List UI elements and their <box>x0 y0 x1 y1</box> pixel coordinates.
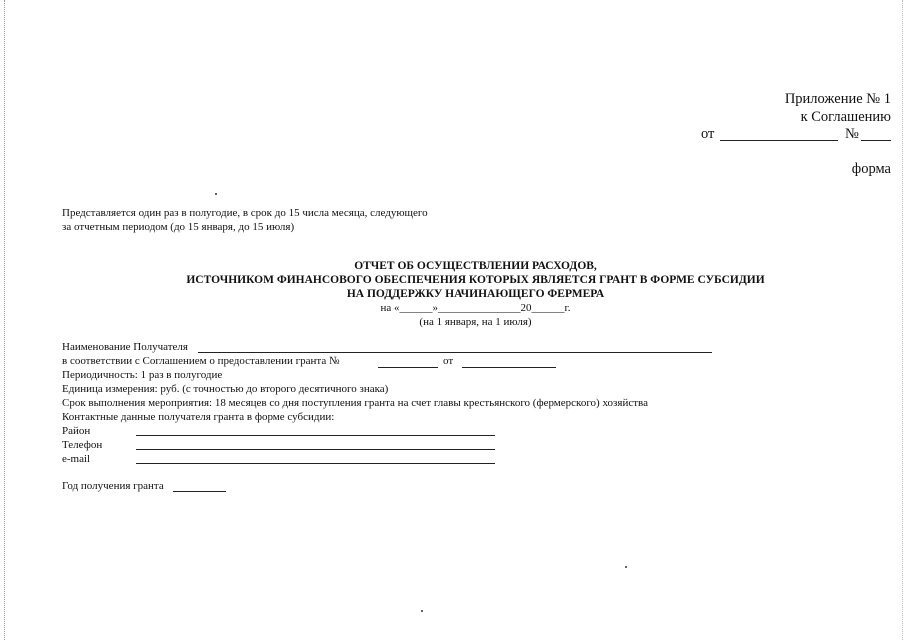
grant-year-blank <box>173 491 226 492</box>
report-title-line3: НА ПОДДЕРЖКУ НАЧИНАЮЩЕГО ФЕРМЕРА <box>346 288 605 300</box>
agreement-number-field-label: в соответствии с Соглашением о предоставлении гранта № <box>62 355 340 367</box>
scan-speck <box>625 566 627 568</box>
recipient-name-label: Наименование Получателя <box>62 341 188 353</box>
agreement-reference: к Соглашению <box>800 109 891 125</box>
phone-label: Телефон <box>62 439 103 451</box>
appendix-number: Приложение № 1 <box>784 91 891 107</box>
report-title-line1: ОТЧЕТ ОБ ОСУЩЕСТВЛЕНИИ РАСХОДОВ, <box>354 260 597 272</box>
form-label: форма <box>851 161 891 177</box>
recipient-name-blank <box>198 352 712 353</box>
completion-term: Срок выполнения мероприятия: 18 месяцев со дня поступления гранта на счет главы крестьянского (фермерского) хозяйства <box>62 397 648 409</box>
submission-note-line1: Представляется один раз в полугодие, в срок до 15 числа месяца, следующего <box>62 207 428 219</box>
agreement-from-blank <box>462 367 556 368</box>
agreement-date-label: от <box>701 126 715 142</box>
unit-of-measure: Единица измерения: руб. (с точностью до второго десятичного знака) <box>62 383 389 395</box>
phone-blank <box>136 449 495 450</box>
agreement-number-blank <box>861 140 891 141</box>
scan-speck <box>215 193 217 195</box>
agreement-number-field-blank <box>378 367 438 368</box>
report-date-note: (на 1 января, на 1 июля) <box>419 316 532 328</box>
email-blank <box>136 463 495 464</box>
district-blank <box>136 435 495 436</box>
report-date-line: на «______»_______________20______г. <box>380 302 571 314</box>
district-label: Район <box>62 425 91 437</box>
contacts-heading: Контактные данные получателя гранта в форме субсидии: <box>62 411 335 423</box>
agreement-date-blank <box>720 140 838 141</box>
submission-note-line2: за отчетным периодом (до 15 января, до 15 июля) <box>62 221 295 233</box>
grant-year-label: Год получения гранта <box>62 480 164 492</box>
periodicity: Периодичность: 1 раз в полугодие <box>62 369 223 381</box>
agreement-from-label: от <box>443 355 454 367</box>
report-title-line2: ИСТОЧНИКОМ ФИНАНСОВОГО ОБЕСПЕЧЕНИЯ КОТОРЫХ ЯВЛЯЕТСЯ ГРАНТ В ФОРМЕ СУБСИДИИ <box>186 274 765 286</box>
agreement-number-label: № <box>845 126 859 142</box>
scan-speck <box>421 610 423 612</box>
email-label: e-mail <box>62 453 91 465</box>
